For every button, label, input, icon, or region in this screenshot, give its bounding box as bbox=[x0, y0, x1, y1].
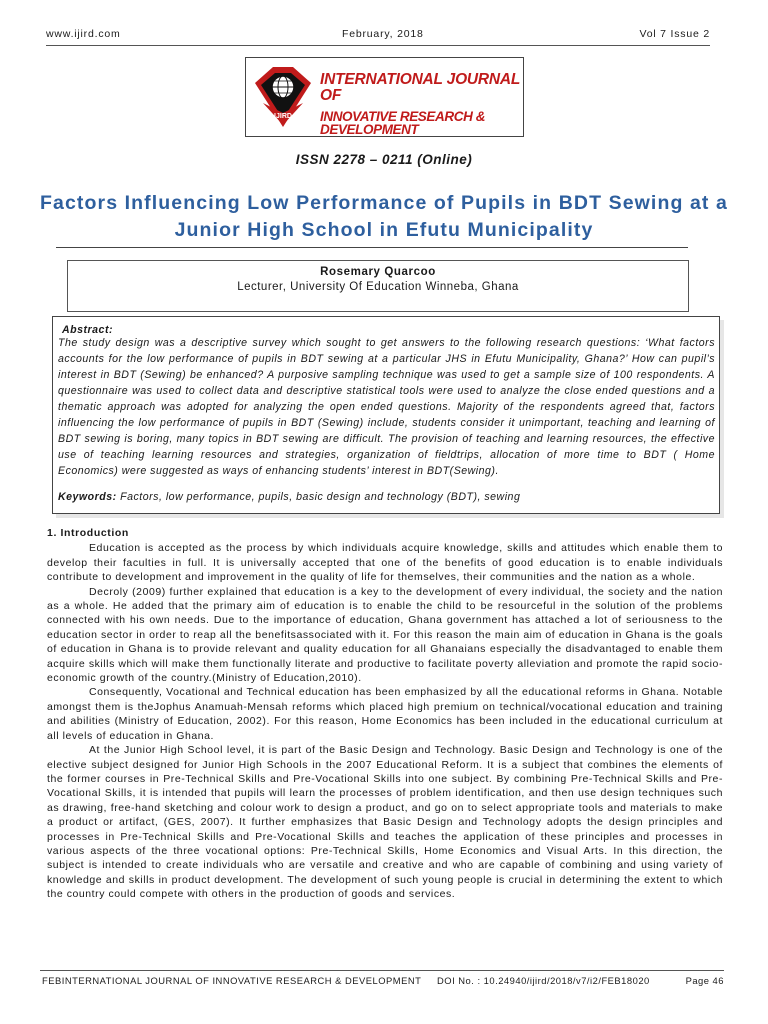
journal-website: www.ijird.com bbox=[46, 28, 121, 40]
footer-doi: DOI No. : 10.24940/ijird/2018/v7/i2/FEB18020 bbox=[437, 975, 650, 986]
abstract-box bbox=[52, 316, 720, 514]
author-box bbox=[67, 260, 689, 312]
section-heading: 1. Introduction bbox=[47, 527, 129, 539]
svg-text:IJIRD: IJIRD bbox=[274, 113, 292, 120]
keywords bbox=[58, 489, 715, 505]
introduction-section bbox=[47, 526, 723, 902]
header-divider bbox=[46, 45, 710, 46]
paragraph: Decroly (2009) further explained that education is a key to the development of every individual, the society and the nation as a whole. He added that the primary aim of education is to enable the child to be resourceful in the solution of the problems connected with his own needs. Due to the importance of education, Ghana government has attached a lot of seriousness to the education sector in order to reap all the benefitsassociated with it. For this reason the main aim of education in Ghana is the goals of education in Ghana is to provide relevant and quality education for all Ghanaians especially the disadvantaged to enable them acquire skills which will make them functionally literate and productive to facilitate poverty alleviation and promote the rapid socio-economic growth of the country.(Ministry of Education,2010). bbox=[47, 585, 723, 685]
keywords-label: Keywords: bbox=[58, 491, 117, 503]
footer-divider bbox=[40, 970, 724, 971]
page-number: Page 46 bbox=[685, 975, 724, 986]
logo-wordmark bbox=[320, 72, 520, 137]
issn: ISSN 2278 – 0211 (Online) bbox=[295, 152, 473, 167]
title-divider bbox=[56, 247, 688, 248]
paragraph: Education is accepted as the process by which individuals acquire knowledge, skills and attitudes which enable them to develop their faculties in full. It is universally accepted that one of the benefits of good education is to enable individuals contribute to development and improvement in the quality of life for themselves, their communities and the nation as a whole. bbox=[47, 542, 723, 584]
author-affiliation: Lecturer, University Of Education Winneba, Ghana bbox=[237, 281, 519, 293]
logo-line-2: INNOVATIVE RESEARCH & DEVELOPMENT bbox=[320, 108, 486, 138]
paragraph: At the Junior High School level, it is part of the Basic Design and Technology. Basic Design and Technology is one of the elective subject designed for Junior High Schools in the 2007 Educational Reform. It is a subject that combines the elements of the former courses in Pre-Technical Skills and Pre-Vocational Skills into one subject. By combining Pre-Technical Skills and Pre-Vocational Skills, it is intended that pupils will learn the processes of problem identification, and then use design techniques such as drawing, free-hand sketching and colour work to design a product, and go on to select appropriate tools and materials to make a product or artifact, (GES, 2007). It further emphasizes that Basic Design and Technology adopts the design principles and processes in Pre-Technical Skills and Pre-Vocational Skills and teaches the application of these principles and processes in various aspects of the three vocational options: Pre-Technical Skills, Home Economics and Visual Arts. In this direction, the subject is intended to create individuals who are versatile and creative and who are capable of combining and using variety of knowledge and skills in product development. The development of such young people is crucial in determining the extent to which the country could compete with others in the production of goods and services. bbox=[47, 744, 723, 901]
paper-title: Factors Influencing Low Performance of Pupils in BDT Sewing at a Junior High School in Efutu Municipality bbox=[40, 192, 728, 241]
issue-date: February, 2018 bbox=[342, 28, 424, 40]
author-name: Rosemary Quarcoo bbox=[320, 266, 436, 278]
logo-line-1: INTERNATIONAL JOURNAL OF bbox=[320, 71, 520, 104]
globe-emblem-icon bbox=[253, 63, 313, 131]
abstract-label: Abstract: bbox=[62, 324, 114, 336]
page-header bbox=[46, 28, 710, 44]
paragraph: Consequently, Vocational and Technical education has been emphasized by all the educational reforms in Ghana. Notable amongst them is theJophus Anamuah-Mensah reforms which placed high premium on technical/vocational education and training and abilities (Ministry of Education, 2002). For this reason, Home Economics has been included in the educational curriculum at all levels of education in Ghana. bbox=[47, 686, 723, 742]
abstract-text: The study design was a descriptive survey which sought to get answers to the following research questions: ‘What factors accounts for the low performance of pupils in BDT sewing at a particular JHS in Efutu Municipality, Ghana?’ How can pupil’s interest in BDT (Sewing) be enhanced? A purposive sampling technique was used to get a sample size of 100 respondents. A questionnaire was used to collect data and descriptive statistical tools were used to analyze the close ended questions and a thematic approach was adopted for analyzing the open ended questions. Majority of the respondents agreed that, factors influencing the low performance of pupils in BDT (Sewing) include, students consider it unimportant, teaching and learning of BDT sewing is boring, many topics in BDT sewing are difficult. The provision of teaching and learning resources, the effective use of teaching learning resources and strategies, organization of fieldtrips, allocation of more time to BDT ( Home Economics) were suggested as ways of enhancing students’ interest in BDT(Sewing). bbox=[58, 337, 715, 477]
keywords-text: Factors, low performance, pupils, basic design and technology (BDT), sewing bbox=[120, 491, 521, 503]
volume-issue: Vol 7 Issue 2 bbox=[639, 28, 710, 40]
journal-logo bbox=[245, 57, 524, 137]
footer-journal-name: FEBINTERNATIONAL JOURNAL OF INNOVATIVE RESEARCH & DEVELOPMENT bbox=[42, 975, 422, 986]
